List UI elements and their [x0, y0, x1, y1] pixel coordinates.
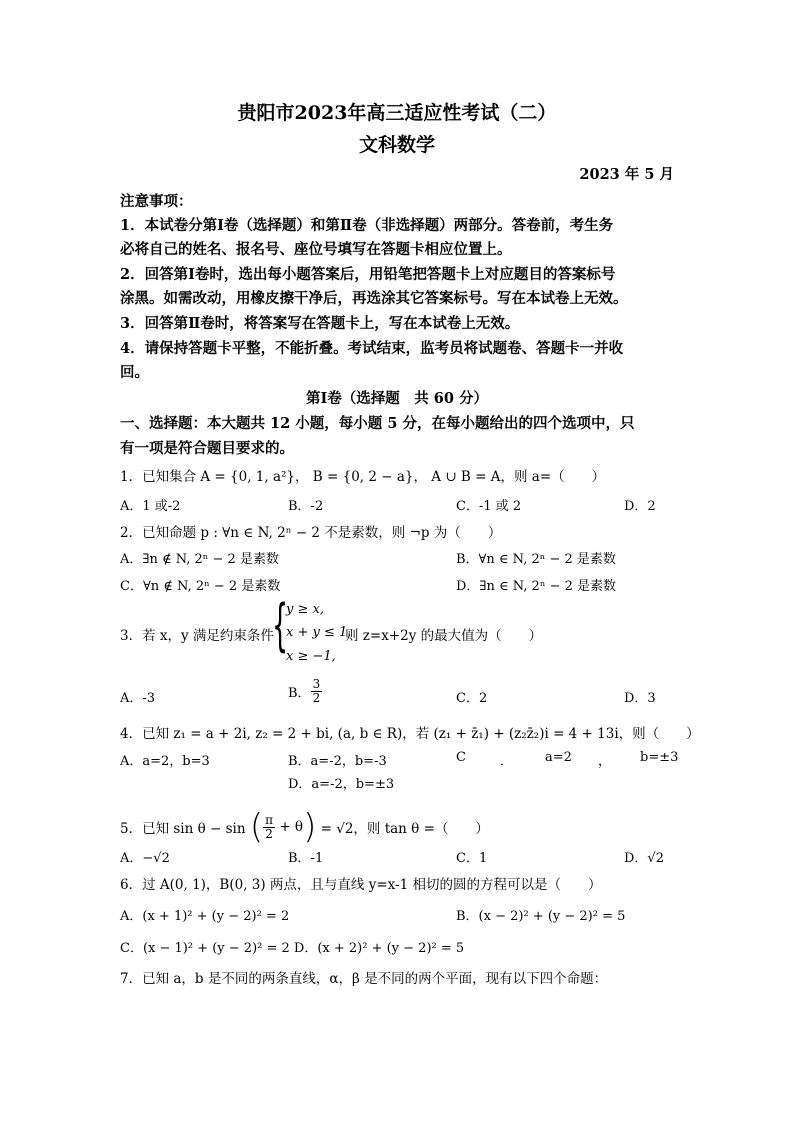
q3-option-c: C．2	[456, 691, 488, 706]
notice-heading: 注意事项：	[120, 193, 193, 210]
q1-option-c: C．-1 或 2	[456, 499, 522, 514]
q4-option-c-a: a=2	[545, 750, 572, 765]
q2-option-d: D．∃n ∈ N, 2ⁿ − 2 是素数	[456, 579, 616, 594]
q3-option-b-label: B．	[288, 686, 311, 701]
exam-title: 贵阳市2023年高三适应性考试（二）	[237, 102, 557, 124]
fraction-numerator: 3	[312, 677, 321, 691]
question-4-stem: 4．已知 z₁ = a + 2i, z₂ = 2 + bi, (a, b ∈ R)，若 (z₁ + z̄₁) + (z₂z̄₂)i = 4 + 13i，则（ ）	[120, 726, 700, 742]
fraction-denominator: 2	[265, 826, 273, 841]
question-2-stem: 2．已知命题 p : ∀n ∈ N, 2ⁿ − 2 不是素数，则 ¬p 为（ ）	[120, 525, 502, 541]
notice-line: 必将自己的姓名、报名号、座位号填写在答题卡相应位置上。	[120, 241, 512, 258]
q4-option-c-comma: ，	[598, 754, 612, 769]
q6-option-c-d: C．(x − 1)² + (y − 2)² = 2 D．(x + 2)² + (y − 2)² = 5	[120, 941, 465, 956]
q1-option-d: D．2	[624, 499, 656, 514]
q4-option-c-dot: ．	[500, 754, 514, 769]
section-title: 第Ⅰ卷（选择题 共 60 分）	[305, 390, 489, 407]
q1-option-b: B．-2	[288, 499, 324, 514]
q6-option-b: B．(x − 2)² + (y − 2)² = 5	[456, 909, 626, 924]
q4-option-c-b: b=±3	[640, 750, 679, 765]
fraction-numerator: π	[265, 812, 274, 827]
q3-option-a: A．-3	[120, 691, 156, 706]
q3-option-b	[288, 678, 322, 705]
q6-option-a: A．(x + 1)² + (y − 2)² = 2	[120, 909, 290, 924]
q4-option-b: B．a=-2，b=-3	[288, 754, 387, 769]
constraint-1: y ≥ x,	[286, 602, 324, 617]
exam-date: 2023 年 5 月	[579, 166, 674, 183]
q5-sin-text: 5．已知 sin θ − sin	[120, 821, 246, 837]
question-7-stem: 7．已知 a，b 是不同的两条直线，α，β 是不同的两个平面，现有以下四个命题：	[120, 971, 608, 987]
notice-line: 回。	[120, 364, 149, 381]
question-3-prefix: 3．若 x，y 满足约束条件	[120, 628, 274, 644]
q2-option-c: C．∀n ∉ N, 2ⁿ − 2 是素数	[120, 579, 281, 594]
q5-theta-text: + θ	[279, 819, 304, 835]
right-paren: )	[303, 807, 317, 847]
q5-option-a: A．−√2	[120, 851, 170, 866]
q3-option-b-fraction	[311, 678, 323, 705]
question-3-suffix: 则 z=x+2y 的最大值为（ ）	[345, 628, 543, 644]
section-intro: 有一项是符合题目要求的。	[120, 440, 294, 457]
q5-stem-start	[120, 807, 489, 847]
constraint-2: x + y ≤ 1,	[286, 625, 352, 640]
q5-rest-text: = √2，则 tan θ =（ ）	[320, 821, 489, 837]
question-1-stem: 1．已知集合 A = {0, 1, a²}， B = {0, 2 − a}， A ∪ B = A，则 a=（ ）	[120, 469, 606, 485]
question-6-stem: 6．过 A(0, 1)，B(0, 3) 两点，且与直线 y=x-1 相切的圆的方程可以是（ ）	[120, 877, 602, 893]
notice-line: 2．回答第Ⅰ卷时，选出每小题答案后，用铅笔把答题卡上对应题目的答案标号	[120, 266, 616, 283]
q2-option-a: A．∃n ∉ N, 2ⁿ − 2 是素数	[120, 552, 279, 567]
q4-option-c-letter: C	[456, 750, 466, 765]
notice-line: 1．本试卷分第Ⅰ卷（选择题）和第Ⅱ卷（非选择题）两部分。答卷前，考生务	[120, 217, 614, 234]
q1-option-a: A．1 或-2	[120, 499, 181, 514]
q3-option-d: D．3	[624, 691, 656, 706]
q5-option-d: D．√2	[624, 851, 664, 866]
exam-subtitle: 文科数学	[358, 134, 435, 156]
q4-option-d: D．a=-2，b=±3	[288, 777, 395, 792]
q4-option-a: A．a=2，b=3	[120, 754, 210, 769]
notice-line: 涂黑。如需改动，用橡皮擦干净后，再选涂其它答案标号。写在本试卷上无效。	[120, 290, 628, 307]
notice-line: 4．请保持答题卡平整，不能折叠。考试结束，监考员将试题卷、答题卡一并收	[120, 340, 624, 357]
constraint-3: x ≥ −1,	[286, 649, 336, 664]
fraction-denominator: 2	[312, 691, 321, 705]
pi-over-2-fraction	[263, 814, 275, 841]
section-intro: 一、选择题：本大题共 12 小题，每小题 5 分，在每小题给出的四个选项中，只	[120, 415, 635, 432]
q2-option-b: B．∀n ∈ N, 2ⁿ − 2 是素数	[456, 552, 616, 567]
notice-line: 3．回答第Ⅱ卷时，将答案写在答题卡上，写在本试卷上无效。	[120, 315, 520, 332]
left-paren: (	[249, 807, 264, 847]
q5-option-b: B．-1	[288, 851, 324, 866]
q5-option-c: C．1	[456, 851, 488, 866]
constraint-brace: {	[272, 593, 289, 658]
